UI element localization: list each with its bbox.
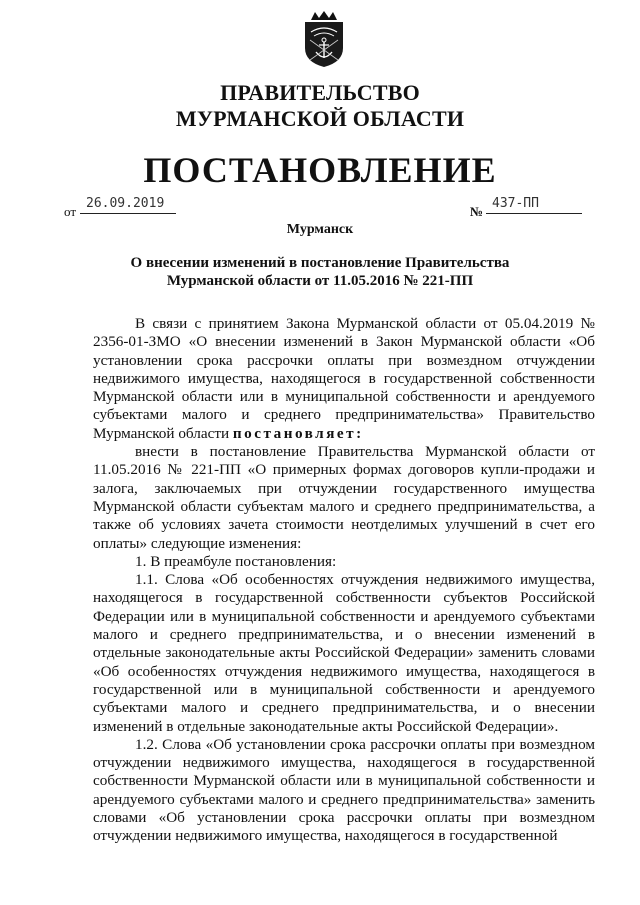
paragraph-preamble-text: В связи с принятием Закона Мурманской области от 05.04.2019 № 2356-01-ЗМО «О внесении изменений в Закон Мурманской области «Об установлении срока рассрочки оплаты при возмездном отчуждении недвижимого имущества, находящегося в государственной собственности Мурманской области или в муниципальной собственности и арендуемого субъектами малого и среднего предпринимательства» Правительство Мурманской области xyxy=(93,315,595,442)
document-type-title: ПОСТАНОВЛЕНИЕ xyxy=(143,150,497,190)
date-value: 26.09.2019 xyxy=(80,196,176,214)
org-title-line2: МУРМАНСКОЙ ОБЛАСТИ xyxy=(175,106,465,131)
city-name: Мурманск xyxy=(286,222,354,237)
number-label: № xyxy=(470,204,484,219)
murmansk-coat-of-arms-icon xyxy=(301,10,347,68)
paragraph-item-1-1: 1.1. Слова «Об особенностях отчуждения недвижимого имущества, находящегося в государственной собственности субъектов Российской Федерации или в муниципальной собственности и арендуемого субъектами малого и среднего предпринимательства, и о внесении изменений в отдельные законодательные акты Российской Федерации» заменить словами «Об особенностях отчуждения недвижимого имущества, находящегося в государственной или в муниципальной собственности и арендуемого субъектами малого и среднего предпринимательства, и о внесении изменений в отдельные законодательные акты Российской Федерации». xyxy=(93,571,595,735)
document-body xyxy=(93,315,595,846)
org-title-line1: ПРАВИТЕЛЬСТВО xyxy=(220,80,420,105)
paragraph-item-1-2: 1.2. Слова «Об установлении срока рассрочки оплаты при возмездном отчуждении недвижимого имущества, находящегося в государственной собственности Мурманской области или в муниципальной собственности и арендуемого субъектами малого и среднего предпринимательства» заменить словами «Об установлении срока рассрочки оплаты при возмездном отчуждении недвижимого имущества, находящегося в государственной xyxy=(93,735,595,845)
number-value: 437-ПП xyxy=(486,196,582,214)
document-subject: О внесении изменений в постановление Правительства Мурманской области от 11.05.2016 № 221-ПП xyxy=(130,255,510,289)
paragraph-item-1: 1. В преамбуле постановления: xyxy=(135,552,337,570)
date-label: от xyxy=(64,204,77,219)
paragraph-preamble xyxy=(93,315,595,443)
paragraph-decree: внести в постановление Правительства Мурманской области от 11.05.2016 № 221-ПП «О примерных формах договоров купли-продажи и залога, заключаемых при отчуждении государственного имущества Мурманской области субъектам малого и среднего предпринимательства, а также об условиях зачета стоимости неотделимых улучшений в счет его оплаты» следующие изменения: xyxy=(93,443,595,552)
resolves-word: постановляет: xyxy=(232,424,364,442)
